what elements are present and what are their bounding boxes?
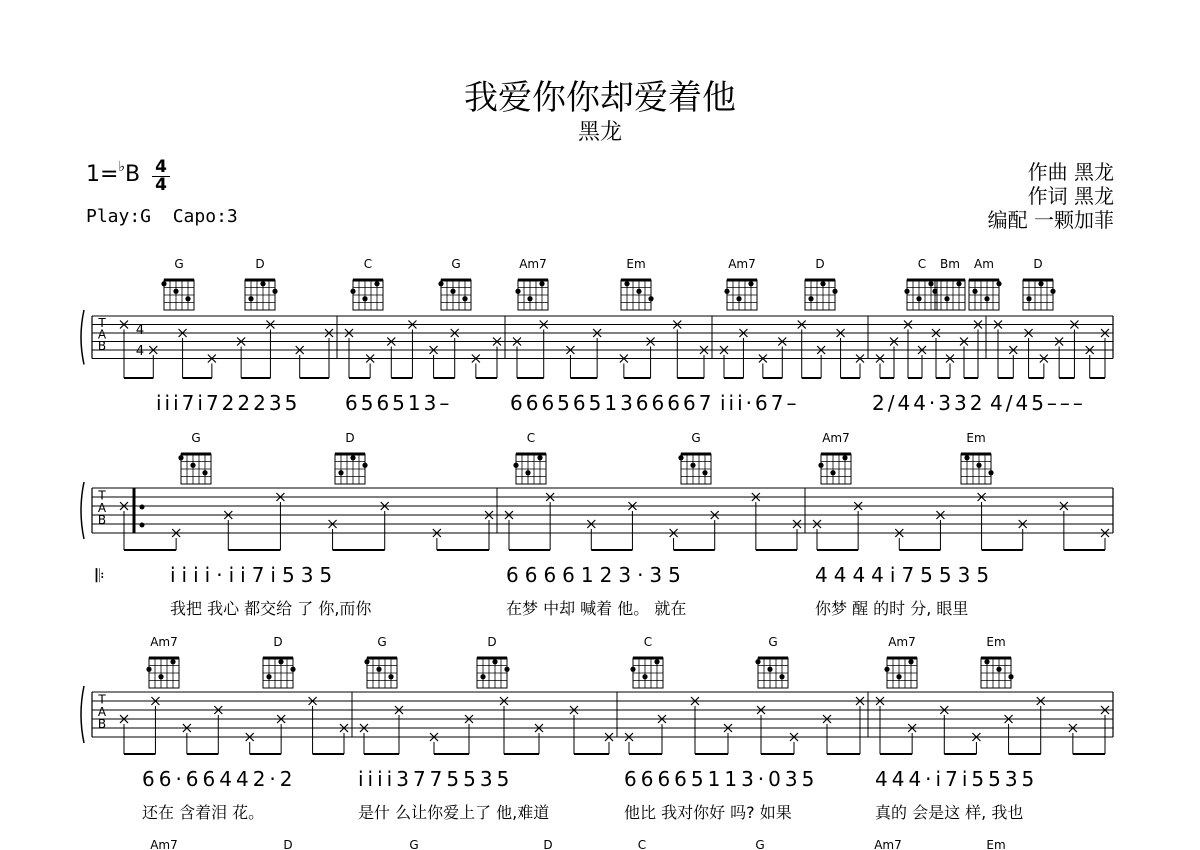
chord-diagram — [755, 635, 788, 688]
chord-name: C — [637, 838, 647, 850]
jianpu-measure: 66665113·035 — [624, 767, 819, 791]
chord-name: Am7 — [150, 838, 178, 850]
credit-lyricist: 作词 黑龙 — [1027, 184, 1114, 208]
tab-clef-letter: B — [97, 513, 107, 527]
chord-dot — [642, 674, 647, 679]
tab-clef-letter: A — [97, 500, 107, 515]
chord-dot — [976, 463, 981, 468]
tab-clef-letter: T — [98, 316, 106, 331]
chord-name: C — [917, 257, 927, 271]
chord-dot — [362, 296, 367, 301]
jianpu-measure: iii7i722235 — [156, 391, 301, 415]
chord-diagram — [350, 257, 383, 310]
jianpu-measure: 6665651366667 — [510, 391, 715, 415]
chord-diagram — [805, 257, 838, 310]
chord-dot — [884, 667, 889, 672]
chord-dot — [504, 667, 509, 672]
chord-dot — [724, 289, 729, 294]
chord-diagram — [364, 635, 397, 688]
tab-clef-letter: A — [97, 704, 107, 719]
chord-dot — [266, 674, 271, 679]
chord-dot — [842, 455, 847, 460]
jianpu-measure: 444·i7i5535 — [875, 767, 1039, 791]
jianpu-measure: 4/45––– — [990, 391, 1086, 415]
lyric-line: 我把 我心 都交给 了 你,而你 — [170, 599, 372, 618]
chord-diagram — [513, 431, 546, 484]
tab-clef-letter: A — [97, 327, 107, 342]
chord-name: C — [363, 257, 373, 271]
chord-dot — [972, 289, 977, 294]
chord-dot — [376, 667, 381, 672]
chord-diagram — [724, 257, 757, 310]
chord-name: Bm — [940, 257, 960, 271]
chord-dot — [702, 470, 707, 475]
chord-dot — [767, 667, 772, 672]
chord-name: G — [191, 431, 201, 445]
tab-clef-letter: B — [97, 339, 107, 353]
chord-diagram — [477, 635, 510, 688]
chord-dot — [290, 667, 295, 672]
chord-dot — [146, 667, 151, 672]
chord-dot — [513, 463, 518, 468]
chord-dot — [170, 659, 175, 664]
chord-dot — [896, 674, 901, 679]
chord-dot — [537, 455, 542, 460]
jianpu-measure: iiii·ii7i535 — [170, 563, 339, 587]
chord-dot — [462, 296, 467, 301]
chord-dot — [173, 289, 178, 294]
chord-name: G — [377, 635, 387, 649]
chord-dot — [438, 281, 443, 286]
chord-name: C — [526, 431, 536, 445]
chord-dot — [808, 296, 813, 301]
lyric-line: 在梦 中却 喊着 他。 就在 — [506, 599, 687, 618]
chord-dot — [904, 289, 909, 294]
lyric-line: 真的 会是这 样, 我也 — [875, 803, 1024, 822]
chord-name: G — [409, 838, 419, 850]
key-note: B — [125, 162, 141, 187]
chord-diagram — [438, 257, 471, 310]
chord-dot — [932, 289, 937, 294]
credit-arranger: 编配 一颗加菲 — [987, 208, 1114, 232]
chord-dot — [278, 659, 283, 664]
chord-name: G — [691, 431, 701, 445]
chord-dot — [350, 455, 355, 460]
chord-name: C — [643, 635, 653, 649]
chord-dot — [272, 289, 277, 294]
time-sig-top: 4 — [135, 323, 145, 338]
chord-name: Am7 — [519, 257, 547, 271]
tab-staff — [81, 686, 1113, 743]
meter-bottom: 4 — [155, 175, 167, 195]
chord-dot — [527, 296, 532, 301]
chord-dot — [678, 455, 683, 460]
chord-diagram — [818, 431, 851, 484]
system-bracket — [81, 482, 84, 539]
chord-name: Am7 — [874, 838, 902, 850]
key-prefix: 1= — [86, 162, 119, 187]
lyric-line: 是什 么让你爱上了 他,难道 — [358, 803, 550, 822]
system-bracket — [81, 686, 84, 743]
chord-name: Am7 — [822, 431, 850, 445]
capo: Capo:3 — [172, 206, 238, 227]
system-bracket — [81, 310, 84, 365]
chord-dot — [539, 281, 544, 286]
chord-dot — [1050, 289, 1055, 294]
chord-dot — [364, 659, 369, 664]
chord-dot — [1038, 281, 1043, 286]
meter-top: 4 — [155, 157, 167, 177]
chord-dot — [185, 296, 190, 301]
chord-dot — [755, 659, 760, 664]
chord-dot — [1026, 296, 1031, 301]
chord-dot — [630, 667, 635, 672]
time-sig-bottom: 4 — [135, 344, 145, 359]
chord-dot — [515, 289, 520, 294]
jianpu-measure: 2/44·332 — [872, 391, 986, 415]
lyric-line: 还在 含着泪 花。 — [142, 803, 265, 822]
chord-dot — [830, 470, 835, 475]
jianpu-measure: 656513– — [345, 391, 453, 415]
chord-dot — [964, 455, 969, 460]
jianpu-measure: 4444i75535 — [815, 563, 996, 587]
chord-diagram — [961, 431, 994, 484]
chord-dot — [374, 281, 379, 286]
chord-dot — [648, 296, 653, 301]
flat-sign: ♭ — [118, 159, 126, 175]
chord-name: G — [451, 257, 461, 271]
tab-clef-letter: T — [98, 488, 106, 503]
chord-dot — [820, 281, 825, 286]
play-key: Play:G — [86, 206, 152, 227]
chord-diagram — [981, 635, 1014, 688]
chord-dot — [202, 470, 207, 475]
chord-name: D — [1033, 257, 1043, 271]
chord-dot — [178, 455, 183, 460]
chord-dot — [492, 659, 497, 664]
chord-dot — [996, 667, 1001, 672]
tab-staff — [81, 482, 1113, 539]
chord-name: G — [768, 635, 778, 649]
jianpu-measure: 6666123·35 — [506, 563, 687, 587]
chord-diagram — [245, 257, 278, 310]
chord-dot — [956, 281, 961, 286]
chord-name: D — [543, 838, 553, 850]
chord-name: G — [755, 838, 765, 850]
chord-dot — [748, 281, 753, 286]
chord-dot — [260, 281, 265, 286]
chord-diagram — [515, 257, 548, 310]
chord-diagram — [904, 257, 937, 310]
chord-dot — [158, 674, 163, 679]
chord-dot — [636, 289, 641, 294]
repeat-sign: 𝄆 — [95, 566, 105, 587]
tab-clef-letter: T — [98, 692, 106, 707]
chord-dot — [690, 463, 695, 468]
chord-diagram — [335, 431, 368, 484]
chord-dot — [1008, 674, 1013, 679]
chord-diagram — [146, 635, 179, 688]
chord-dot — [988, 470, 993, 475]
chord-dot — [944, 296, 949, 301]
chord-dot — [450, 289, 455, 294]
chord-dot — [908, 659, 913, 664]
chord-diagram — [178, 431, 211, 484]
chord-name: D — [255, 257, 265, 271]
chord-diagram — [630, 635, 663, 688]
chord-name: Em — [966, 431, 986, 445]
chord-name: Am7 — [150, 635, 178, 649]
chord-diagram — [161, 257, 194, 310]
chord-dot — [350, 289, 355, 294]
jianpu-measure: 66·66442·2 — [142, 767, 297, 791]
chord-diagram — [884, 635, 917, 688]
chord-dot — [779, 674, 784, 679]
chord-dot — [916, 296, 921, 301]
chord-dot — [984, 296, 989, 301]
chord-dot — [362, 463, 367, 468]
chord-diagram — [1023, 257, 1056, 310]
lyric-line: 你梦 醒 的时 分, 眼里 — [815, 599, 969, 618]
chord-dot — [928, 281, 933, 286]
chord-dot — [996, 281, 1001, 286]
chord-name: D — [345, 431, 355, 445]
chord-name: Am7 — [888, 635, 916, 649]
lyric-line: 他比 我对你好 吗? 如果 — [624, 803, 792, 822]
chord-diagram — [678, 431, 711, 484]
chord-dot — [818, 463, 823, 468]
repeat-dot — [140, 505, 145, 510]
chord-dot — [654, 659, 659, 664]
chord-dot — [624, 281, 629, 286]
chord-dot — [248, 296, 253, 301]
chord-name: G — [174, 257, 184, 271]
chord-name: D — [283, 838, 293, 850]
chord-dot — [161, 281, 166, 286]
chord-diagram — [263, 635, 296, 688]
chord-dot — [338, 470, 343, 475]
chord-dot — [388, 674, 393, 679]
chord-diagram — [969, 257, 1002, 310]
chord-dot — [525, 470, 530, 475]
chord-name: Am — [974, 257, 994, 271]
chord-name: D — [815, 257, 825, 271]
song-title: 我爱你你却爱着他 — [464, 78, 736, 118]
chord-name: Em — [986, 838, 1006, 850]
chord-name: Am7 — [728, 257, 756, 271]
chord-diagram — [621, 257, 654, 310]
repeat-dot — [140, 523, 145, 528]
chord-name: Em — [626, 257, 646, 271]
song-artist: 黑龙 — [577, 120, 622, 145]
tab-clef-letter: B — [97, 717, 107, 731]
chord-dot — [480, 674, 485, 679]
chord-dot — [736, 296, 741, 301]
chord-dot — [984, 659, 989, 664]
chord-name: Em — [986, 635, 1006, 649]
jianpu-measure: iiii3775535 — [358, 767, 514, 791]
chord-name: D — [487, 635, 497, 649]
jianpu-measure: iii·67– — [720, 391, 800, 415]
chord-dot — [832, 289, 837, 294]
chord-name: D — [273, 635, 283, 649]
chord-dot — [190, 463, 195, 468]
credit-composer: 作曲 黑龙 — [1027, 160, 1114, 184]
